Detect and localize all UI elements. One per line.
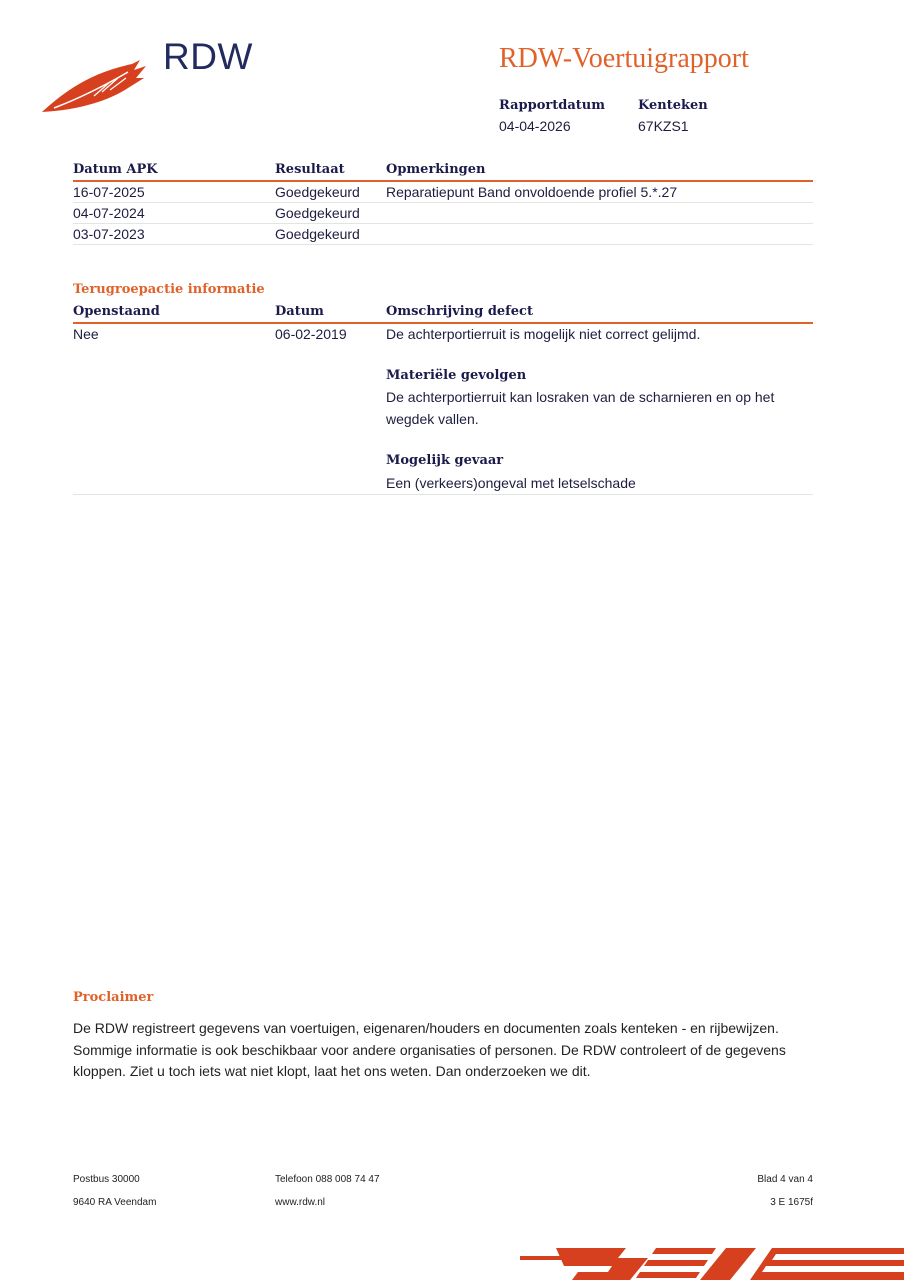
apk-date: 04-07-2024 [73, 205, 145, 221]
column-header: Datum APK [73, 162, 158, 177]
rdw-feather-logo-icon [40, 56, 150, 116]
proclaimer-line: Sommige informatie is ook beschikbaar voor andere organisaties of personen. De RDW controleert of de gegevens [73, 1041, 786, 1058]
footer-stripes-graphic [520, 1244, 904, 1280]
recall-open: Nee [73, 326, 99, 342]
consequences-title: Materiële gevolgen [386, 368, 527, 383]
column-header: Resultaat [275, 162, 345, 177]
recall-defect: De achterportierruit is mogelijk niet correct gelijmd. [386, 326, 701, 342]
report-date-label: Rapportdatum [499, 98, 605, 113]
consequences-line: wegdek vallen. [386, 411, 479, 427]
column-header: Omschrijving defect [386, 304, 533, 319]
recall-section-title: Terugroepactie informatie [73, 282, 265, 297]
table-row [73, 224, 813, 245]
footer-city: 9640 RA Veendam [73, 1197, 157, 1208]
danger-text: Een (verkeers)ongeval met letselschade [386, 475, 636, 491]
apk-remark: Reparatiepunt Band onvoldoende profiel 5.*.27 [386, 184, 678, 200]
report-title: RDW-Voertuigrapport [499, 43, 749, 74]
recall-date: 06-02-2019 [275, 326, 347, 342]
recall-row [73, 324, 813, 495]
column-header: Openstaand [73, 304, 160, 319]
apk-table-header [73, 160, 813, 182]
proclaimer-line: kloppen. Ziet u toch iets wat niet klopt, laat het ons weten. Dan onderzoeken we dit. [73, 1063, 591, 1079]
footer-code: 3 E 1675f [770, 1197, 813, 1208]
proclaimer-line: De RDW registreert gegevens van voertuigen, eigenaren/houders en documenten zoals kenteken - en rijbewijzen. [73, 1020, 779, 1036]
footer-phone: Telefoon 088 008 74 47 [275, 1174, 380, 1185]
report-date-value: 04-04-2026 [499, 118, 571, 134]
apk-result: Goedgekeurd [275, 226, 360, 242]
footer-page-number: Blad 4 van 4 [757, 1174, 813, 1185]
danger-title: Mogelijk gevaar [386, 453, 504, 468]
column-header: Opmerkingen [386, 162, 486, 177]
footer-website[interactable]: www.rdw.nl [275, 1197, 326, 1208]
plate-value: 67KZS1 [638, 118, 689, 134]
apk-table [73, 160, 813, 245]
proclaimer-text [73, 1018, 813, 1083]
recall-table-header-wrap [73, 302, 813, 324]
table-row [73, 182, 813, 203]
apk-result: Goedgekeurd [275, 184, 360, 200]
apk-result: Goedgekeurd [275, 205, 360, 221]
proclaimer-title: Proclaimer [73, 990, 154, 1005]
footer-postbus: Postbus 30000 [73, 1174, 140, 1185]
consequences-line: De achterportierruit kan losraken van de scharnieren en op het [386, 389, 775, 405]
apk-date: 03-07-2023 [73, 226, 145, 242]
plate-label: Kenteken [638, 98, 708, 113]
recall-table-header [73, 302, 813, 324]
brand-name: RDW [163, 36, 253, 77]
table-row [73, 203, 813, 224]
column-header: Datum [275, 304, 324, 319]
apk-date: 16-07-2025 [73, 184, 145, 200]
